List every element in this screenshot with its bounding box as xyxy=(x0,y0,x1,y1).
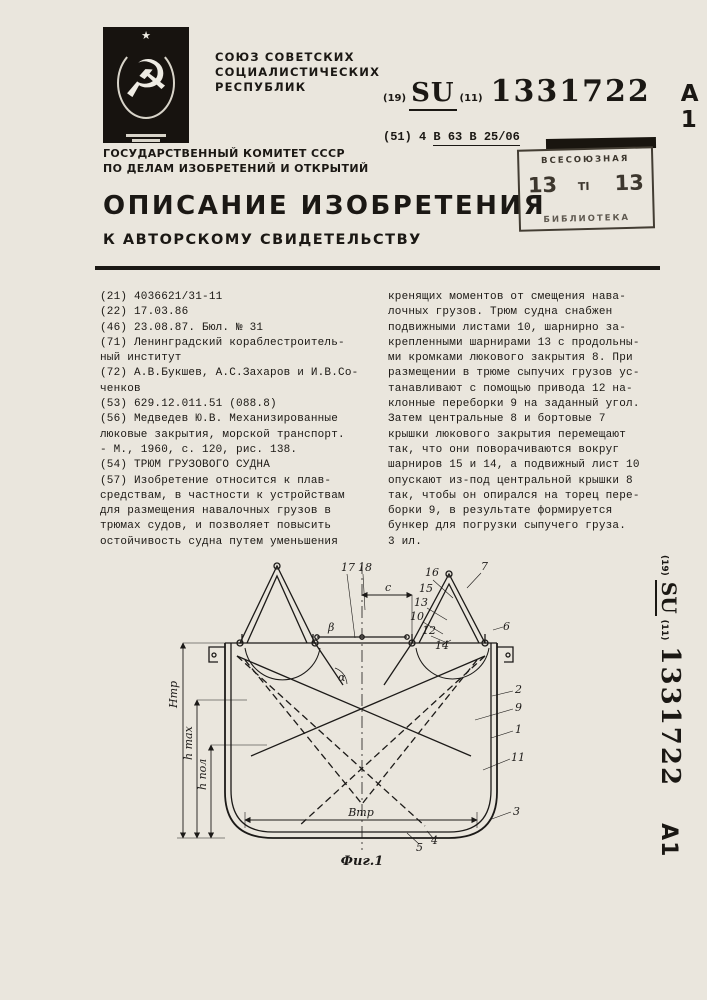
dim-label-btr: Втр xyxy=(348,806,374,819)
document-title: ОПИСАНИЕ ИЗОБРЕТЕНИЯ xyxy=(103,191,547,221)
angle-label-alpha: α xyxy=(338,671,346,684)
spine-code-19: (19) xyxy=(659,555,669,576)
stamp-text-bottom: БИБЛИОТЕКА xyxy=(543,212,631,226)
part-label: 10 xyxy=(410,610,424,623)
spine-document-number: 1331722 xyxy=(655,646,685,788)
ribbon-decoration xyxy=(132,139,160,142)
figure-labels xyxy=(167,560,525,869)
spine-kind-code: А1 xyxy=(656,823,681,858)
part-label: 7 xyxy=(481,560,488,573)
inclined-bulkheads xyxy=(237,656,485,756)
part-label: 9 xyxy=(515,701,522,714)
spine-publication-number xyxy=(645,555,685,858)
spine-code-11: (11) xyxy=(659,619,669,641)
ussr-coat-of-arms xyxy=(103,27,189,143)
part-label: 1 xyxy=(515,723,522,736)
header-divider xyxy=(95,266,660,270)
part-label: 14 xyxy=(435,639,449,652)
part-label: 2 xyxy=(515,683,522,696)
angle-label-beta: β xyxy=(328,621,335,634)
country-code: SU xyxy=(409,78,456,111)
ipc-prefix: (51) 4 xyxy=(383,130,434,144)
part-label: 4 xyxy=(431,834,438,847)
stamp-number-left: 13 xyxy=(527,172,558,198)
part-label: 12 xyxy=(422,624,436,637)
committee-name: ГОСУДАРСТВЕННЫЙ КОМИТЕТ СССР ПО ДЕЛАМ ИЗОБРЕТЕНИЙ И ОТКРЫТИЙ xyxy=(103,147,369,175)
part-label: 18 xyxy=(358,561,372,574)
part-label: 11 xyxy=(511,751,525,764)
star-icon: ★ xyxy=(141,29,151,42)
publication-number-line xyxy=(383,74,707,133)
figure-1 xyxy=(85,550,645,870)
part-label: 16 xyxy=(425,566,439,579)
dim-label-hmax: h max xyxy=(182,726,195,760)
code-11: (11) xyxy=(459,93,483,104)
part-label: 6 xyxy=(503,620,510,633)
part-label: 15 xyxy=(419,582,433,595)
stamp-number-right: 13 xyxy=(614,170,645,196)
hammer-sickle-icon: ☭ xyxy=(122,50,170,110)
spine-country-code: SU xyxy=(657,581,681,614)
part-label: 5 xyxy=(416,841,423,854)
part-label: 17 xyxy=(341,561,355,574)
ipc-class: В 63 В 25/06 xyxy=(433,130,520,144)
cargo-hold-drawing xyxy=(85,550,645,870)
dim-label-htr: Нтр xyxy=(167,680,180,708)
stamp-text-top: ВСЕСОЮЗНАЯ xyxy=(541,153,630,167)
stamp-text-mid: ТІ xyxy=(577,179,590,194)
abstract-column: кренящих моментов от смещения нава- лочных грузов. Трюм судна снабжен подвижными листами 10, шарнирно за- крепленными шарнирами 13 с продольны- ми кромками люкового закрытия 8. При размещении в трюме сыпучих грузов ус- танавливают с помощью привода 12 на- клонные переборки 9 на заданный угол. Затем центральные 8 и бортовые 7 крышки люкового закрытия перемещают так, что они поворачиваются вокруг шарниров 15 и 14, а подвижный лист 10 опускают из-под центральной крышки 8 так, чтобы он опирался на торец пере- борки 9, в результате формируется бункер для погрузки сыпучего груза. 3 ил. xyxy=(388,291,640,548)
code-19: (19) xyxy=(383,93,407,104)
dim-label-c: с xyxy=(385,581,392,594)
hull-inner-line xyxy=(231,643,491,832)
part-label: 13 xyxy=(414,596,428,609)
ribbon-decoration xyxy=(126,134,166,137)
kind-code: А 1 xyxy=(680,81,703,133)
ipc-classification xyxy=(383,130,520,144)
document-number: 1331722 xyxy=(490,74,651,109)
document-subtitle: К АВТОРСКОМУ СВИДЕТЕЛЬСТВУ xyxy=(103,232,422,248)
library-stamp xyxy=(517,146,655,232)
bibliographic-column: (21) 4036621/31-11 (22) 17.03.86 (46) 23.08.87. Бюл. № 31 (71) Ленинградский кораблестроитель- ный институт (72) А.В.Букшев, А.С.Захаров и И.В.Со- ченков (53) 629.12.011.51 (088.8) (56) Медведев Ю.В. Механизированные люковые закрытия, морской транспорт. - М., 1960, с. 120, рис. 138. (54) ТРЮМ ГРУЗОВОГО СУДНА (57) Изобретение относится к плав- средствам, в частности к устройствам для размещения навалочных грузов в трюмах судов, и позволяет повысить остойчивость судна путем уменьшения xyxy=(100,291,359,548)
figure-caption: Фиг.1 xyxy=(340,854,384,869)
union-name: СОЮЗ СОВЕТСКИХ СОЦИАЛИСТИЧЕСКИХ РЕСПУБЛИК xyxy=(215,50,381,94)
part-label: 3 xyxy=(513,805,520,818)
dim-label-hpol: h пол xyxy=(196,758,209,790)
